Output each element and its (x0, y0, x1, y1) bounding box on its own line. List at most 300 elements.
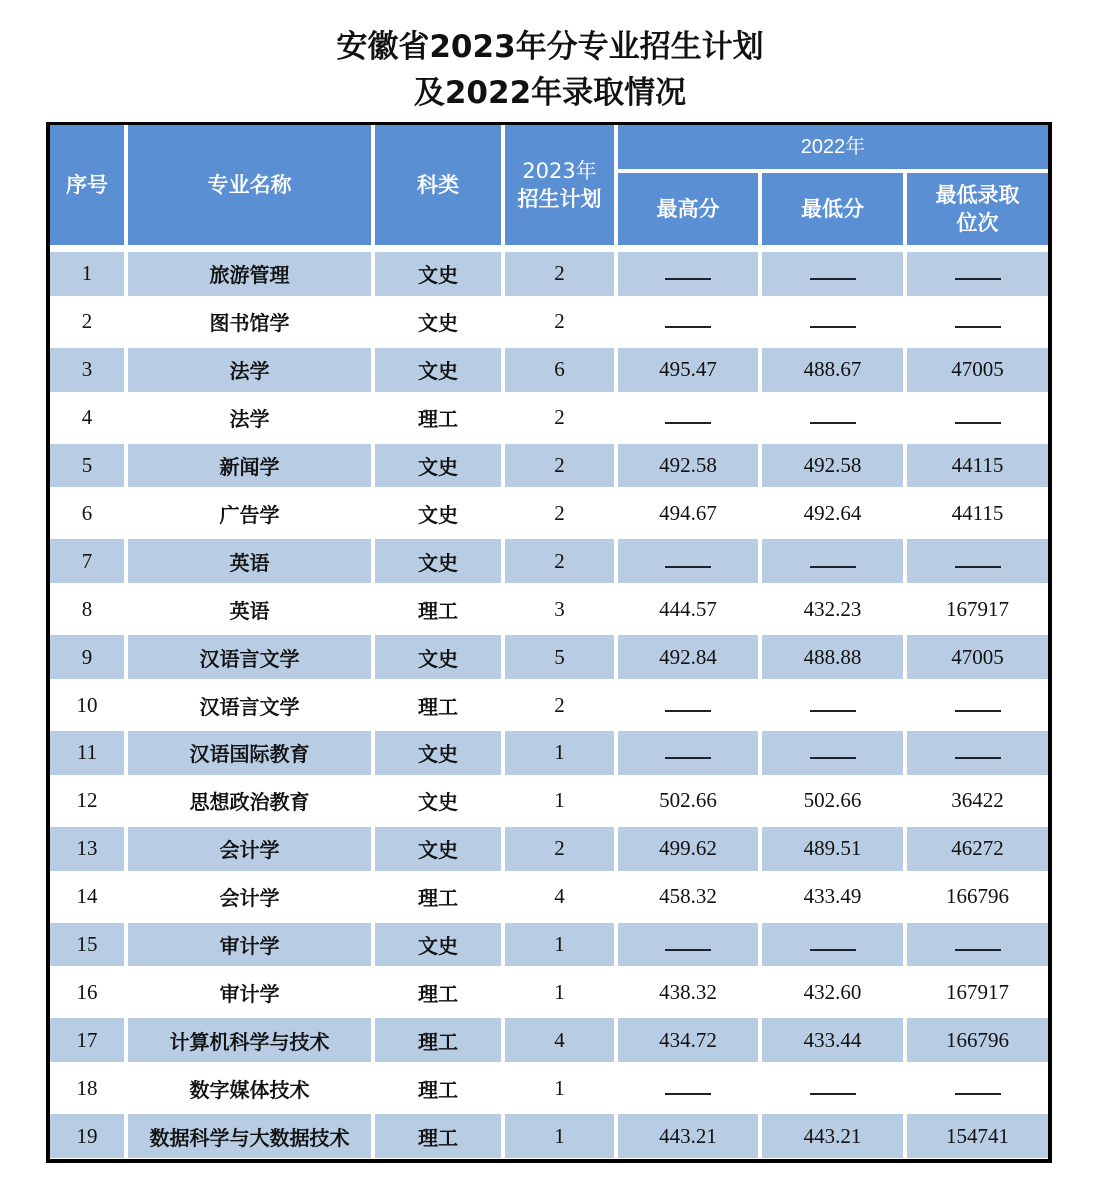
cell-rank (907, 396, 1048, 440)
cell-max-value: 502.66 (659, 788, 717, 813)
cell-plan-value: 1 (554, 1075, 565, 1100)
cell-major (128, 444, 371, 488)
header-major (128, 125, 371, 245)
cell-seq (50, 1114, 124, 1158)
cell-category (375, 1066, 501, 1110)
empty-dash (810, 422, 856, 424)
cell-rank-value: 47005 (951, 644, 1004, 669)
cell-min (762, 492, 903, 536)
cell-major-value: 数字媒体技术 (189, 1077, 310, 1102)
cell-major (128, 635, 371, 679)
cell-plan-value: 1 (554, 979, 565, 1004)
empty-dash (665, 949, 711, 951)
header-min-rank (907, 173, 1048, 245)
cell-min (762, 683, 903, 727)
cell-min-value (810, 693, 856, 718)
header-min-rank-line-2: 位次 (956, 211, 999, 235)
cell-seq-value: 10 (76, 692, 98, 717)
cell-max-value: 494.67 (659, 500, 717, 525)
cell-min (762, 1066, 903, 1110)
cell-max (618, 731, 758, 775)
cell-seq-value: 17 (76, 1027, 98, 1052)
empty-dash (665, 278, 711, 280)
cell-max (618, 875, 758, 919)
cell-plan (505, 539, 614, 583)
cell-major-value: 审计学 (219, 981, 280, 1006)
cell-seq-value: 14 (76, 884, 98, 909)
cell-max-value (665, 549, 711, 574)
cell-seq-value: 9 (81, 644, 93, 669)
cell-category-value: 文史 (418, 455, 458, 480)
cell-min-value: 488.67 (803, 357, 862, 382)
cell-seq (50, 1066, 124, 1110)
cell-seq (50, 444, 124, 488)
cell-rank (907, 635, 1048, 679)
cell-max (618, 923, 758, 967)
cell-seq-value: 16 (76, 979, 98, 1004)
cell-plan (505, 300, 614, 344)
cell-seq (50, 396, 124, 440)
cell-plan-value: 2 (554, 836, 565, 861)
cell-rank (907, 779, 1048, 823)
cell-major-value: 计算机科学与技术 (169, 1029, 330, 1054)
cell-category-value: 文史 (418, 790, 458, 815)
cell-min-value: 488.88 (803, 644, 862, 669)
cell-min-value: 502.66 (803, 788, 862, 813)
cell-category-value: 理工 (418, 886, 458, 911)
cell-plan-value: 2 (554, 500, 565, 525)
cell-major-value: 旅游管理 (209, 263, 290, 288)
cell-min-value: 433.44 (803, 1027, 862, 1052)
cell-max-value (665, 309, 711, 334)
cell-category-value: 理工 (418, 981, 458, 1006)
header-max-score (618, 173, 758, 245)
cell-max-value: 444.57 (659, 596, 717, 621)
cell-min-value (810, 549, 856, 574)
cell-plan (505, 827, 614, 871)
empty-dash (955, 757, 1001, 759)
cell-rank-value: 36422 (951, 788, 1004, 813)
empty-dash (665, 422, 711, 424)
cell-max (618, 683, 758, 727)
cell-category (375, 1114, 501, 1158)
cell-plan-value: 1 (554, 788, 565, 813)
empty-dash (955, 278, 1001, 280)
cell-min-value (810, 405, 856, 430)
cell-major (128, 923, 371, 967)
cell-major (128, 300, 371, 344)
cell-category-value: 文史 (418, 742, 458, 767)
cell-rank-value: 154741 (946, 1123, 1009, 1148)
cell-seq-value: 11 (76, 740, 98, 765)
title-line-1: 安徽省2023年分专业招生计划 (336, 29, 764, 65)
cell-rank-value (955, 1076, 1001, 1101)
cell-category (375, 827, 501, 871)
title-line-2: 及2022年录取情况 (413, 75, 687, 111)
cell-major-value: 法学 (229, 359, 270, 384)
cell-major-value: 广告学 (219, 502, 280, 527)
empty-dash (665, 1093, 711, 1095)
cell-major (128, 683, 371, 727)
cell-category-value: 文史 (418, 646, 458, 671)
cell-max (618, 492, 758, 536)
cell-rank (907, 492, 1048, 536)
cell-category (375, 971, 501, 1015)
empty-dash (665, 566, 711, 568)
cell-min (762, 348, 903, 392)
cell-rank-value: 166796 (946, 884, 1009, 909)
header-group-2022 (618, 125, 1048, 169)
cell-major-value: 汉语国际教育 (189, 742, 310, 767)
cell-category-value: 文史 (418, 838, 458, 863)
cell-seq (50, 971, 124, 1015)
cell-rank (907, 923, 1048, 967)
cell-max-value: 458.32 (659, 884, 717, 909)
cell-min (762, 252, 903, 296)
empty-dash (810, 566, 856, 568)
empty-dash (955, 422, 1001, 424)
cell-plan (505, 971, 614, 1015)
cell-max (618, 635, 758, 679)
cell-plan (505, 396, 614, 440)
empty-dash (955, 949, 1001, 951)
cell-major-value: 英语 (229, 550, 270, 575)
cell-category-value: 文史 (418, 934, 458, 959)
cell-max (618, 300, 758, 344)
cell-max-value (665, 1076, 711, 1101)
cell-plan (505, 635, 614, 679)
cell-seq (50, 779, 124, 823)
cell-min-value: 443.21 (803, 1123, 862, 1148)
cell-seq-value: 19 (76, 1123, 98, 1148)
cell-min (762, 971, 903, 1015)
header-major-label: 专业名称 (207, 173, 292, 197)
cell-seq (50, 587, 124, 631)
header-plan-line-2: 招生计划 (517, 187, 602, 211)
cell-seq (50, 683, 124, 727)
cell-category-value: 文史 (418, 311, 458, 336)
cell-plan-value: 1 (554, 740, 565, 765)
cell-plan (505, 1066, 614, 1110)
cell-plan-value: 3 (554, 596, 565, 621)
cell-plan (505, 492, 614, 536)
cell-plan (505, 1114, 614, 1158)
cell-category-value: 文史 (418, 550, 458, 575)
cell-min-value (810, 1076, 856, 1101)
cell-max-value (665, 405, 711, 430)
cell-rank-value: 44115 (951, 453, 1004, 478)
cell-rank (907, 1018, 1048, 1062)
empty-dash (810, 949, 856, 951)
cell-seq (50, 1018, 124, 1062)
cell-category (375, 396, 501, 440)
cell-rank-value: 44115 (951, 500, 1004, 525)
empty-dash (810, 326, 856, 328)
empty-dash (810, 710, 856, 712)
cell-plan-value: 1 (554, 1123, 565, 1148)
table-body (50, 125, 1048, 1159)
cell-min (762, 635, 903, 679)
cell-category-value: 文史 (418, 359, 458, 384)
cell-major-value: 新闻学 (219, 455, 280, 480)
cell-major-value: 会计学 (219, 886, 280, 911)
admission-table (46, 122, 1052, 1163)
cell-category-value: 文史 (418, 263, 458, 288)
cell-seq-value: 1 (81, 261, 93, 286)
cell-seq-value: 7 (81, 548, 93, 573)
cell-category-value: 理工 (418, 694, 458, 719)
cell-major (128, 827, 371, 871)
cell-max (618, 396, 758, 440)
header-plan-line-1: 2023年 (522, 159, 597, 183)
cell-category (375, 492, 501, 536)
header-seq (50, 125, 124, 245)
cell-seq (50, 252, 124, 296)
cell-max (618, 1114, 758, 1158)
empty-dash (665, 326, 711, 328)
cell-max-value: 492.84 (659, 644, 717, 669)
cell-min-value: 492.58 (803, 453, 862, 478)
cell-category (375, 683, 501, 727)
cell-rank (907, 731, 1048, 775)
cell-rank (907, 300, 1048, 344)
cell-min (762, 1114, 903, 1158)
cell-rank-value (955, 309, 1001, 334)
cell-plan (505, 875, 614, 919)
cell-seq-value: 4 (81, 405, 93, 430)
cell-category (375, 875, 501, 919)
cell-min-value (810, 309, 856, 334)
empty-dash (955, 1093, 1001, 1095)
cell-category (375, 539, 501, 583)
cell-max-value (665, 693, 711, 718)
cell-min (762, 539, 903, 583)
cell-max (618, 539, 758, 583)
cell-plan-value: 1 (554, 932, 565, 957)
cell-major-value: 审计学 (219, 934, 280, 959)
cell-rank (907, 252, 1048, 296)
cell-rank-value (955, 932, 1001, 957)
cell-max-value (665, 261, 711, 286)
cell-plan-value: 2 (554, 261, 565, 286)
cell-rank (907, 587, 1048, 631)
cell-category-value: 理工 (418, 1077, 458, 1102)
cell-category (375, 444, 501, 488)
cell-major-value: 图书馆学 (209, 311, 290, 336)
cell-seq (50, 635, 124, 679)
cell-major-value: 英语 (229, 598, 270, 623)
cell-plan (505, 731, 614, 775)
cell-category (375, 635, 501, 679)
cell-max (618, 779, 758, 823)
cell-min-value (810, 740, 856, 765)
empty-dash (810, 1093, 856, 1095)
cell-max (618, 587, 758, 631)
cell-rank-value: 166796 (946, 1027, 1009, 1052)
cell-major (128, 492, 371, 536)
header-seq-label: 序号 (66, 173, 108, 197)
cell-rank (907, 971, 1048, 1015)
cell-major (128, 971, 371, 1015)
cell-seq-value: 3 (81, 357, 93, 382)
cell-min (762, 396, 903, 440)
cell-min (762, 827, 903, 871)
cell-seq (50, 539, 124, 583)
cell-seq-value: 8 (81, 596, 93, 621)
cell-seq (50, 875, 124, 919)
cell-max (618, 252, 758, 296)
cell-category (375, 348, 501, 392)
cell-min (762, 300, 903, 344)
cell-category (375, 779, 501, 823)
cell-category-value: 理工 (418, 1029, 458, 1054)
header-min-rank-line-1: 最低录取 (935, 183, 1020, 207)
cell-rank-value: 46272 (951, 836, 1004, 861)
cell-category (375, 252, 501, 296)
cell-rank-value: 167917 (946, 979, 1009, 1004)
cell-min (762, 779, 903, 823)
header-category (375, 125, 501, 245)
cell-major (128, 779, 371, 823)
cell-rank-value: 47005 (951, 357, 1004, 382)
cell-category (375, 300, 501, 344)
cell-plan (505, 683, 614, 727)
cell-major-value: 思想政治教育 (189, 790, 310, 815)
cell-seq-value: 15 (76, 932, 98, 957)
cell-seq-value: 5 (81, 453, 93, 478)
cell-max-value: 499.62 (659, 836, 717, 861)
cell-seq (50, 348, 124, 392)
empty-dash (810, 278, 856, 280)
cell-seq-value: 2 (81, 309, 93, 334)
cell-min-value (810, 932, 856, 957)
header-category-label: 科类 (417, 173, 459, 197)
cell-min-value: 432.23 (803, 596, 862, 621)
empty-dash (955, 326, 1001, 328)
cell-rank (907, 444, 1048, 488)
cell-plan-value: 5 (554, 644, 565, 669)
cell-min (762, 587, 903, 631)
cell-major (128, 348, 371, 392)
cell-rank-value (955, 740, 1001, 765)
cell-major-value: 汉语言文学 (199, 694, 300, 719)
cell-major (128, 731, 371, 775)
cell-plan-value: 2 (554, 692, 565, 717)
cell-category-value: 理工 (418, 407, 458, 432)
cell-plan (505, 1018, 614, 1062)
header-min-score-label: 最低分 (801, 197, 864, 221)
cell-min-value (810, 261, 856, 286)
cell-rank (907, 1114, 1048, 1158)
cell-plan (505, 779, 614, 823)
cell-major (128, 875, 371, 919)
cell-major (128, 396, 371, 440)
cell-min-value: 489.51 (803, 836, 862, 861)
cell-max-value (665, 932, 711, 957)
cell-rank (907, 1066, 1048, 1110)
empty-dash (665, 757, 711, 759)
cell-category (375, 587, 501, 631)
cell-max-value: 443.21 (659, 1123, 717, 1148)
cell-max (618, 971, 758, 1015)
cell-seq (50, 731, 124, 775)
cell-rank-value (955, 261, 1001, 286)
cell-major (128, 1018, 371, 1062)
cell-rank (907, 348, 1048, 392)
cell-max (618, 348, 758, 392)
cell-plan (505, 923, 614, 967)
cell-rank-value (955, 693, 1001, 718)
cell-category (375, 731, 501, 775)
cell-plan-value: 4 (554, 1027, 565, 1052)
cell-max-value: 434.72 (659, 1027, 717, 1052)
cell-major (128, 1114, 371, 1158)
cell-category-value: 理工 (418, 598, 458, 623)
cell-min-value: 433.49 (803, 884, 862, 909)
cell-max (618, 444, 758, 488)
cell-rank-value: 167917 (946, 596, 1009, 621)
cell-plan (505, 444, 614, 488)
cell-major (128, 539, 371, 583)
cell-major (128, 587, 371, 631)
cell-max (618, 1018, 758, 1062)
cell-major-value: 法学 (229, 407, 270, 432)
cell-plan (505, 348, 614, 392)
cell-plan (505, 587, 614, 631)
cell-rank (907, 827, 1048, 871)
cell-plan (505, 252, 614, 296)
cell-plan-value: 2 (554, 309, 565, 334)
cell-min (762, 731, 903, 775)
cell-min-value: 432.60 (803, 979, 862, 1004)
cell-major-value: 汉语言文学 (199, 646, 300, 671)
empty-dash (665, 710, 711, 712)
empty-dash (955, 566, 1001, 568)
cell-rank (907, 875, 1048, 919)
document-title (0, 24, 1100, 116)
cell-rank-value (955, 549, 1001, 574)
cell-plan-value: 2 (554, 548, 565, 573)
cell-major-value: 会计学 (219, 838, 280, 863)
cell-category-value: 理工 (418, 1125, 458, 1150)
header-plan-2023 (505, 125, 614, 245)
cell-max-value: 495.47 (659, 357, 717, 382)
cell-seq-value: 6 (81, 500, 93, 525)
header-group-2022-label: 2022年 (800, 136, 866, 158)
cell-rank (907, 539, 1048, 583)
cell-major (128, 252, 371, 296)
cell-plan-value: 6 (554, 357, 565, 382)
header-min-score (762, 173, 903, 245)
cell-seq-value: 18 (76, 1075, 98, 1100)
empty-dash (810, 757, 856, 759)
cell-max-value: 492.58 (659, 453, 717, 478)
cell-min (762, 444, 903, 488)
cell-seq-value: 12 (76, 788, 98, 813)
cell-min (762, 875, 903, 919)
cell-plan-value: 2 (554, 453, 565, 478)
cell-max-value: 438.32 (659, 979, 717, 1004)
cell-max (618, 827, 758, 871)
cell-major-value: 数据科学与大数据技术 (149, 1125, 350, 1150)
cell-category (375, 923, 501, 967)
cell-rank-value (955, 405, 1001, 430)
cell-major (128, 1066, 371, 1110)
cell-seq (50, 492, 124, 536)
cell-category-value: 文史 (418, 502, 458, 527)
cell-seq (50, 827, 124, 871)
cell-max-value (665, 740, 711, 765)
